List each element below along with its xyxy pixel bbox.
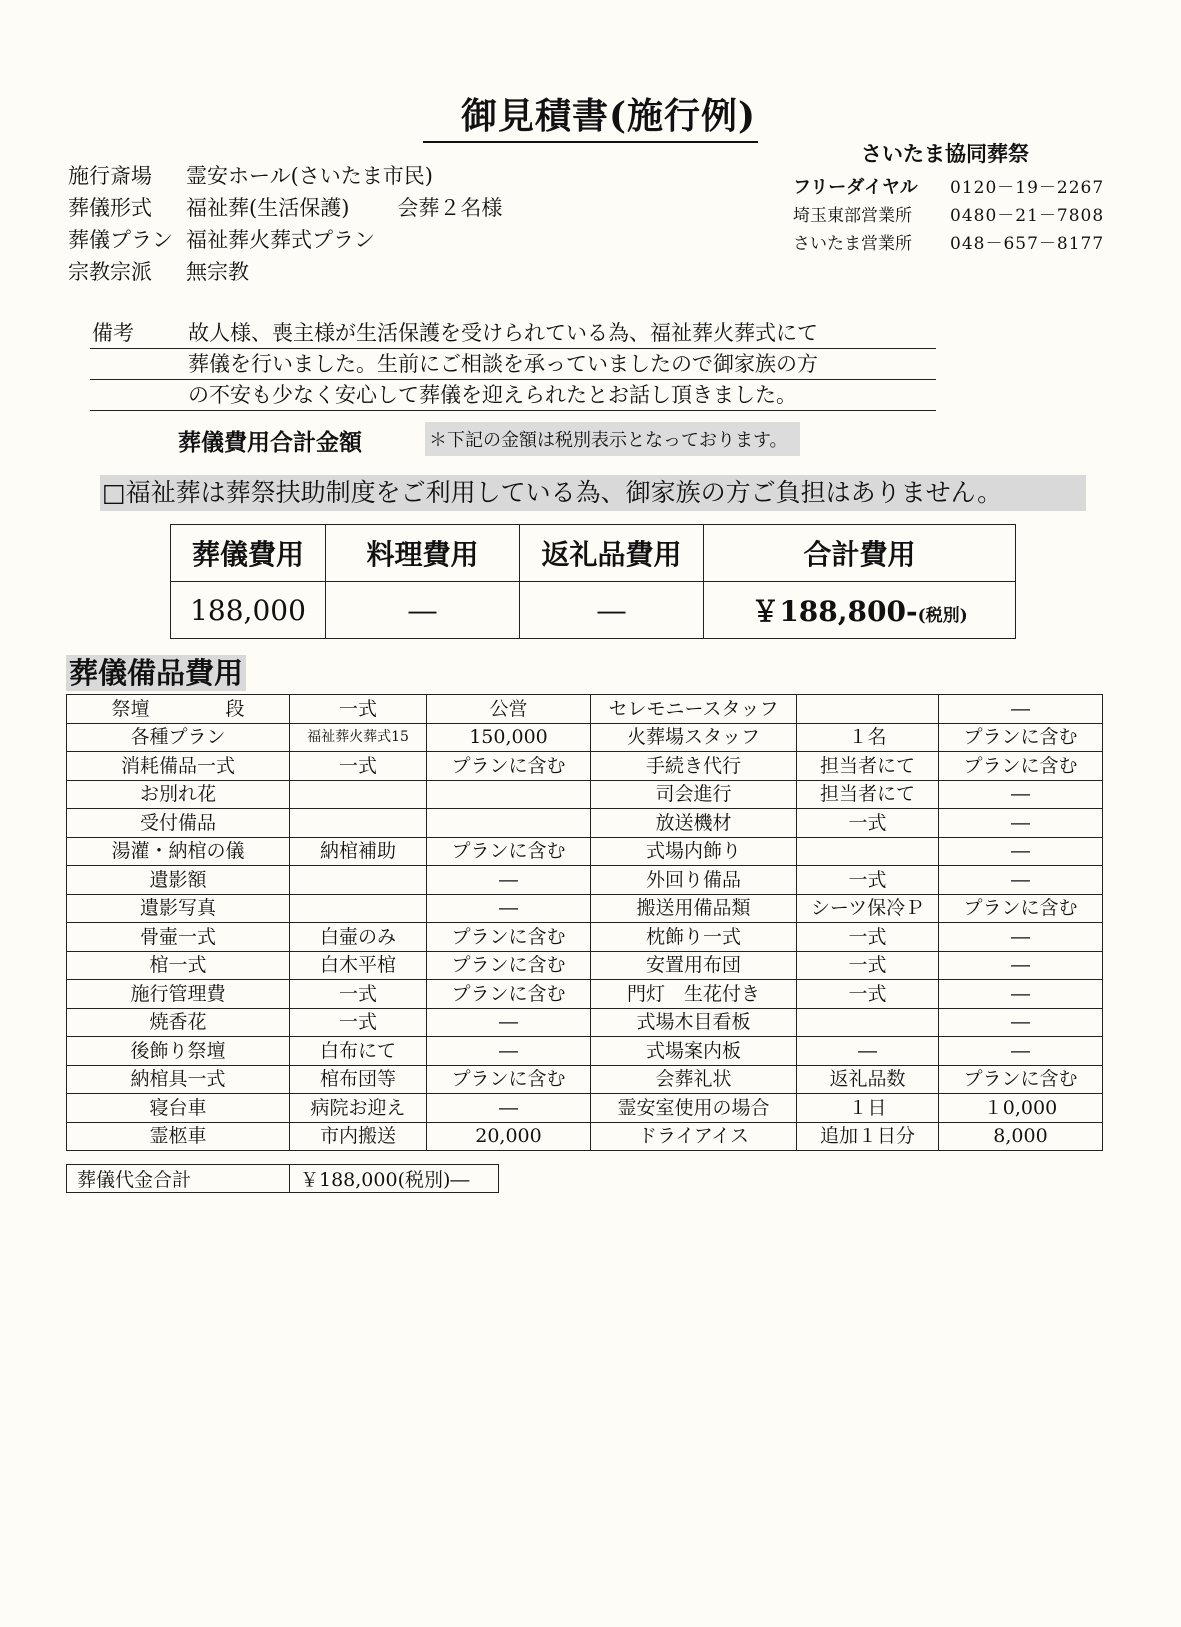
title-text: 御見積書(施行例) — [423, 88, 758, 143]
table-cell: プランに含む — [939, 752, 1103, 781]
table-cell: 150,000 — [427, 723, 591, 752]
table-cell: 枕飾り一式 — [591, 923, 797, 952]
info-extra: 会葬２名様 — [397, 196, 503, 220]
table-cell — [427, 780, 591, 809]
table-row — [67, 1037, 1103, 1066]
table-row — [67, 752, 1103, 781]
table-cell: 骨壷一式 — [67, 923, 290, 952]
table-cell: お別れ花 — [67, 780, 290, 809]
items-table — [66, 694, 1103, 1151]
table-cell: ― — [427, 1094, 591, 1123]
summary-value: 188,000 — [171, 582, 326, 639]
total-row — [66, 1164, 499, 1193]
welfare-notice: □福祉葬は葬祭扶助制度をご利用している為、御家族の方ご負担はありません。 — [100, 475, 1086, 511]
table-cell: プランに含む — [427, 923, 591, 952]
info-label: 葬儀形式 — [68, 196, 152, 220]
table-row — [67, 980, 1103, 1009]
summary-header: 返礼品費用 — [520, 525, 704, 582]
table-cell: ― — [797, 1037, 939, 1066]
table-cell: セレモニースタッフ — [591, 695, 797, 724]
table-cell — [290, 780, 427, 809]
summary-header-row — [171, 525, 1016, 582]
table-cell: ― — [939, 837, 1103, 866]
table-cell: ドライアイス — [591, 1122, 797, 1151]
table-cell: ― — [427, 1008, 591, 1037]
table-cell: 一式 — [797, 809, 939, 838]
table-cell — [427, 809, 591, 838]
table-cell: プランに含む — [939, 894, 1103, 923]
table-cell: 一式 — [797, 980, 939, 1009]
contact-row — [793, 202, 1104, 230]
table-row — [67, 1094, 1103, 1123]
table-cell: １日 — [797, 1094, 939, 1123]
contact-label: さいたま営業所 — [793, 234, 912, 254]
info-row — [68, 256, 502, 288]
section-title: 葬儀備品費用 — [66, 655, 246, 691]
table-cell: ― — [939, 1037, 1103, 1066]
info-label: 施行斎場 — [68, 164, 152, 188]
summary-value: ― — [520, 582, 704, 639]
table-cell — [290, 894, 427, 923]
table-cell: １0,000 — [939, 1094, 1103, 1123]
table-cell: 担当者にて — [797, 780, 939, 809]
table-cell: 遺影額 — [67, 866, 290, 895]
total-row-value: ￥188,000(税別)― — [290, 1165, 499, 1193]
table-cell: 市内搬送 — [290, 1122, 427, 1151]
table-cell: 20,000 — [427, 1122, 591, 1151]
table-cell: プランに含む — [427, 980, 591, 1009]
table-row — [67, 866, 1103, 895]
table-cell: 式場内飾り — [591, 837, 797, 866]
table-cell: プランに含む — [427, 951, 591, 980]
table-row — [67, 1008, 1103, 1037]
table-row — [67, 695, 1103, 724]
info-value: 霊安ホール(さいたま市民) — [186, 164, 433, 188]
table-cell: ― — [939, 980, 1103, 1009]
table-cell: 各種プラン — [67, 723, 290, 752]
table-cell: 放送機材 — [591, 809, 797, 838]
table-cell: 追加１日分 — [797, 1122, 939, 1151]
table-cell: 一式 — [290, 695, 427, 724]
remarks — [90, 318, 936, 411]
table-cell: 一式 — [797, 951, 939, 980]
info-label: 葬儀プラン — [68, 228, 173, 252]
table-cell — [797, 837, 939, 866]
table-cell: 施行管理費 — [67, 980, 290, 1009]
table-cell: 返礼品数 — [797, 1065, 939, 1094]
contact-row — [793, 230, 1104, 258]
company-block — [793, 138, 1104, 258]
info-value: 福祉葬(生活保護) — [186, 196, 350, 220]
table-cell: 湯灌・納棺の儀 — [67, 837, 290, 866]
table-row — [67, 1122, 1103, 1151]
table-row — [67, 951, 1103, 980]
remarks-line — [90, 318, 936, 349]
table-row — [67, 1065, 1103, 1094]
table-cell: 白壷のみ — [290, 923, 427, 952]
remarks-text: 葬儀を行いました。生前にご相談を承っていましたので御家族の方 — [188, 352, 818, 376]
table-cell: 霊柩車 — [67, 1122, 290, 1151]
table-cell: 8,000 — [939, 1122, 1103, 1151]
table-row — [67, 923, 1103, 952]
table-cell: プランに含む — [427, 752, 591, 781]
remarks-line — [90, 349, 936, 380]
contact-row — [793, 174, 1104, 202]
table-cell: 白布にて — [290, 1037, 427, 1066]
contact-number: 0120－19－2267 — [950, 178, 1105, 198]
table-cell — [797, 695, 939, 724]
table-row — [67, 809, 1103, 838]
table-cell: 一式 — [797, 866, 939, 895]
table-cell: 祭壇 段 — [67, 695, 290, 724]
table-cell: 一式 — [290, 1008, 427, 1037]
table-cell: ― — [939, 780, 1103, 809]
table-cell: 一式 — [797, 923, 939, 952]
contact-label: 埼玉東部営業所 — [793, 206, 912, 226]
table-cell: プランに含む — [427, 837, 591, 866]
info-row — [68, 160, 502, 192]
table-cell: 安置用布団 — [591, 951, 797, 980]
summary-total — [704, 582, 1016, 639]
table-cell: 門灯 生花付き — [591, 980, 797, 1009]
table-cell: ― — [427, 866, 591, 895]
table-cell: 式場案内板 — [591, 1037, 797, 1066]
table-cell: ― — [939, 1008, 1103, 1037]
table-cell: 受付備品 — [67, 809, 290, 838]
summary-header: 合計費用 — [704, 525, 1016, 582]
table-cell: 司会進行 — [591, 780, 797, 809]
table-cell: 白木平棺 — [290, 951, 427, 980]
table-cell: ― — [427, 894, 591, 923]
table-cell: プランに含む — [939, 1065, 1103, 1094]
table-cell: 公営 — [427, 695, 591, 724]
tax-note: ＊下記の金額は税別表示となっております。 — [425, 422, 800, 456]
contact-number: 0480－21－7808 — [950, 206, 1105, 226]
table-cell: 後飾り祭壇 — [67, 1037, 290, 1066]
table-cell: 納棺具一式 — [67, 1065, 290, 1094]
table-row — [67, 780, 1103, 809]
table-cell: ― — [939, 695, 1103, 724]
table-cell: 棺布団等 — [290, 1065, 427, 1094]
table-cell: シーツ保冷Ｐ — [797, 894, 939, 923]
total-suffix: (税別) — [917, 606, 968, 626]
table-row — [67, 723, 1103, 752]
total-row-label: 葬儀代金合計 — [67, 1165, 290, 1193]
table-cell: ― — [427, 1037, 591, 1066]
summary-value-row — [171, 582, 1016, 639]
table-row — [67, 837, 1103, 866]
table-cell: 搬送用備品類 — [591, 894, 797, 923]
info-value: 福祉葬火葬式プラン — [186, 228, 375, 252]
info-label: 宗教宗派 — [68, 260, 152, 284]
table-cell: 病院お迎え — [290, 1094, 427, 1123]
page-title — [0, 88, 1181, 143]
total-amount: ￥188,800- — [751, 595, 918, 628]
contact-label: フリーダイヤル — [793, 177, 918, 198]
table-cell: １名 — [797, 723, 939, 752]
table-cell: ― — [939, 866, 1103, 895]
table-cell: 遺影写真 — [67, 894, 290, 923]
info-row — [68, 192, 502, 224]
table-cell: 消耗備品一式 — [67, 752, 290, 781]
remarks-text: 故人様、喪主様が生活保護を受けられている為、福祉葬火葬式にて — [188, 321, 818, 345]
table-cell: 担当者にて — [797, 752, 939, 781]
summary-header: 葬儀費用 — [171, 525, 326, 582]
table-cell: 一式 — [290, 980, 427, 1009]
table-cell: プランに含む — [427, 1065, 591, 1094]
table-cell — [290, 866, 427, 895]
sum-title: 葬儀費用合計金額 — [178, 429, 362, 456]
table-cell: 手続き代行 — [591, 752, 797, 781]
info-row — [68, 224, 502, 256]
table-cell: 寝台車 — [67, 1094, 290, 1123]
info-value: 無宗教 — [186, 260, 249, 284]
table-cell — [797, 1008, 939, 1037]
table-cell: 火葬場スタッフ — [591, 723, 797, 752]
table-row — [67, 894, 1103, 923]
table-cell: ― — [939, 809, 1103, 838]
table-cell: 棺一式 — [67, 951, 290, 980]
remarks-label: 備考 — [92, 321, 134, 345]
table-cell: ― — [939, 951, 1103, 980]
summary-value: ― — [326, 582, 520, 639]
remarks-text: の不安も少なく安心して葬儀を迎えられたとお話し頂きました。 — [188, 383, 797, 407]
table-cell: 一式 — [290, 752, 427, 781]
funeral-info — [68, 160, 502, 288]
table-cell: プランに含む — [939, 723, 1103, 752]
table-cell: 式場木目看板 — [591, 1008, 797, 1037]
table-cell: 福祉葬火葬式15 — [290, 723, 427, 752]
table-cell: 外回り備品 — [591, 866, 797, 895]
summary-header: 料理費用 — [326, 525, 520, 582]
contact-number: 048－657－8177 — [950, 234, 1105, 254]
total-row-line — [67, 1165, 499, 1193]
summary-table — [170, 524, 1016, 639]
table-cell: ― — [939, 923, 1103, 952]
remarks-line — [90, 380, 936, 411]
table-cell: 会葬礼状 — [591, 1065, 797, 1094]
items-body — [67, 695, 1103, 1151]
table-cell: 納棺補助 — [290, 837, 427, 866]
company-name: さいたま協同葬祭 — [861, 141, 1029, 166]
table-cell: 焼香花 — [67, 1008, 290, 1037]
table-cell — [290, 809, 427, 838]
table-cell: 霊安室使用の場合 — [591, 1094, 797, 1123]
